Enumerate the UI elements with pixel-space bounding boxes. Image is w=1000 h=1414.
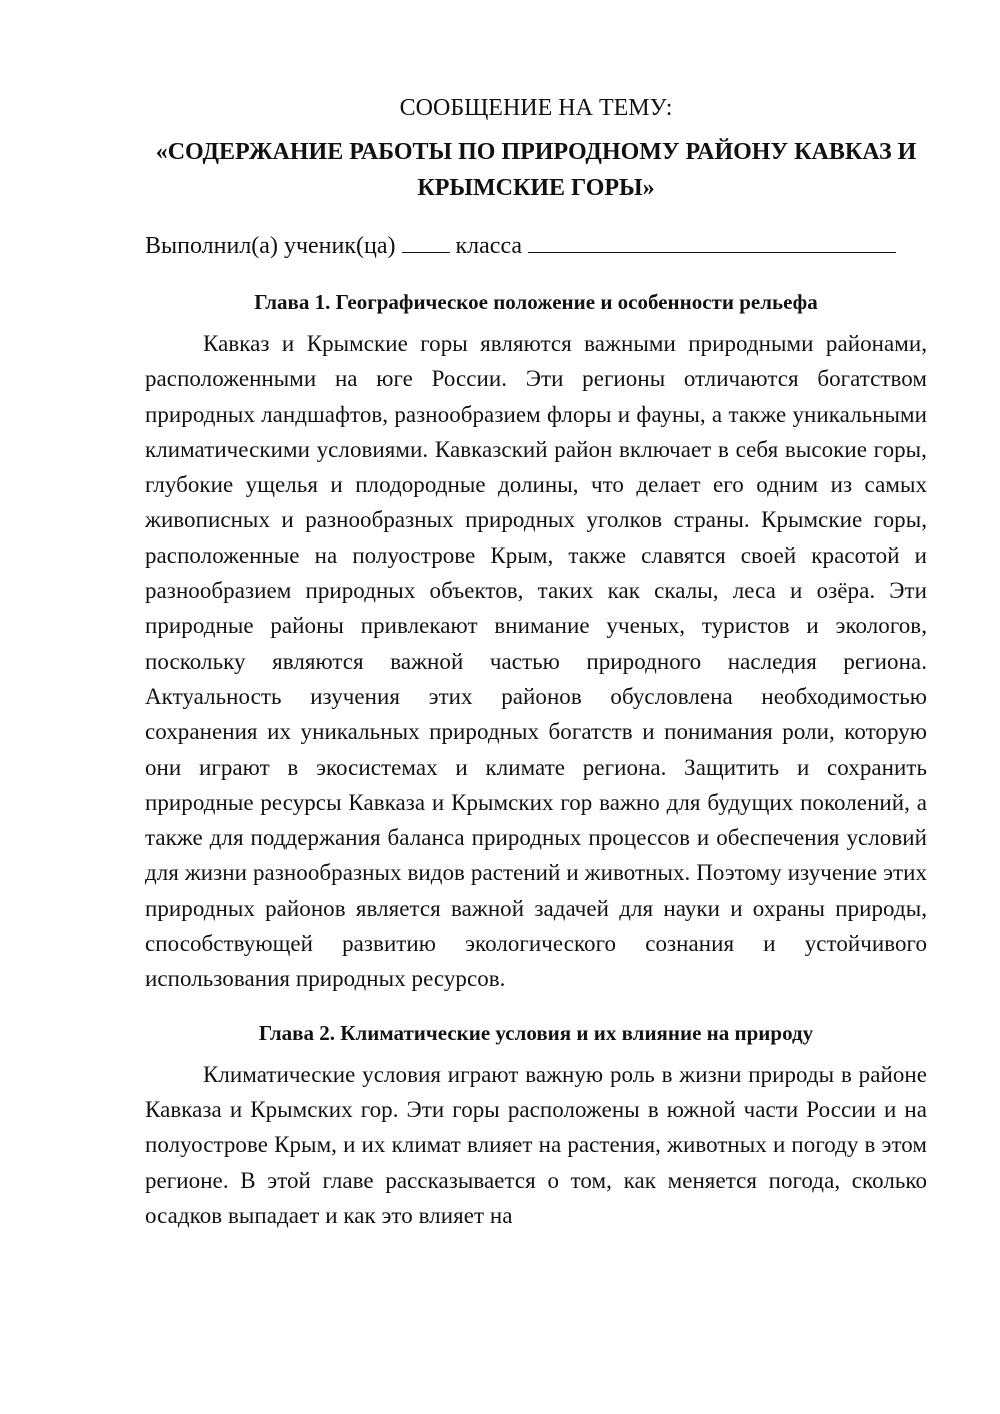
author-line — [145, 226, 927, 264]
document-title: «СОДЕРЖАНИЕ РАБОТЫ ПО ПРИРОДНОМУ РАЙОНУ КАВКАЗ И КРЫМСКИЕ ГОРЫ» — [155, 139, 917, 201]
chapter-2-heading: Глава 2. Климатические условия и их влияние на природу — [258, 1020, 814, 1045]
chapter-1-paragraph: Кавказ и Крымские горы являются важными природными районами, расположенными на юге России. Эти регионы отличаются богатством природных ландшафтов, разнообразием флоры и фауны, а также уникальными климатическими условиями. Кавказский район включает в себя высокие горы, глубокие ущелья и плодородные долины, что делает его одним из самых живописных и разнообразных природных уголков страны. Крымские горы, расположенные на полуострове Крым, также славятся своей красотой и разнообразием природных объектов, таких как скалы, леса и озёра. Эти природные районы привлекают внимание ученых, туристов и экологов, поскольку являются важной частью природного наследия региона. Актуальность изучения этих районов обусловлена необходимостью сохранения их уникальных природных богатств и понимания роли, которую они играют в экосистемах и климате региона. Защитить и сохранить природные ресурсы Кавказа и Крымских гор важно для будущих поколений, а также для поддержания баланса природных процессов и обеспечения условий для жизни разнообразных видов растений и животных. Поэтому изучение этих природных районов является важной задачей для науки и охраны природы, способствующей развитию экологического сознания и устойчивого использования природных ресурсов. — [145, 331, 927, 992]
author-label: Выполнил(а) ученик(ца) — [145, 233, 396, 259]
class-label: класса — [455, 233, 523, 259]
chapter-1-heading: Глава 1. Географическое положение и особенности рельефа — [254, 290, 818, 314]
chapter-2-paragraph: Климатические условия играют важную роль в жизни природы в районе Кавказа и Крымских гор. Эти горы расположены в южной части России и на полуострове Крым, и их климат влияет на растения, животных и погоду в этом регионе. В этой главе рассказывается о том, как меняется погода, сколько осадков выпадает и как это влияет на — [145, 1061, 927, 1228]
grade-blank — [402, 226, 450, 253]
topic-heading: СООБЩЕНИЕ НА ТЕМУ: — [399, 95, 673, 121]
name-blank — [528, 226, 896, 253]
document-page — [145, 88, 927, 1233]
